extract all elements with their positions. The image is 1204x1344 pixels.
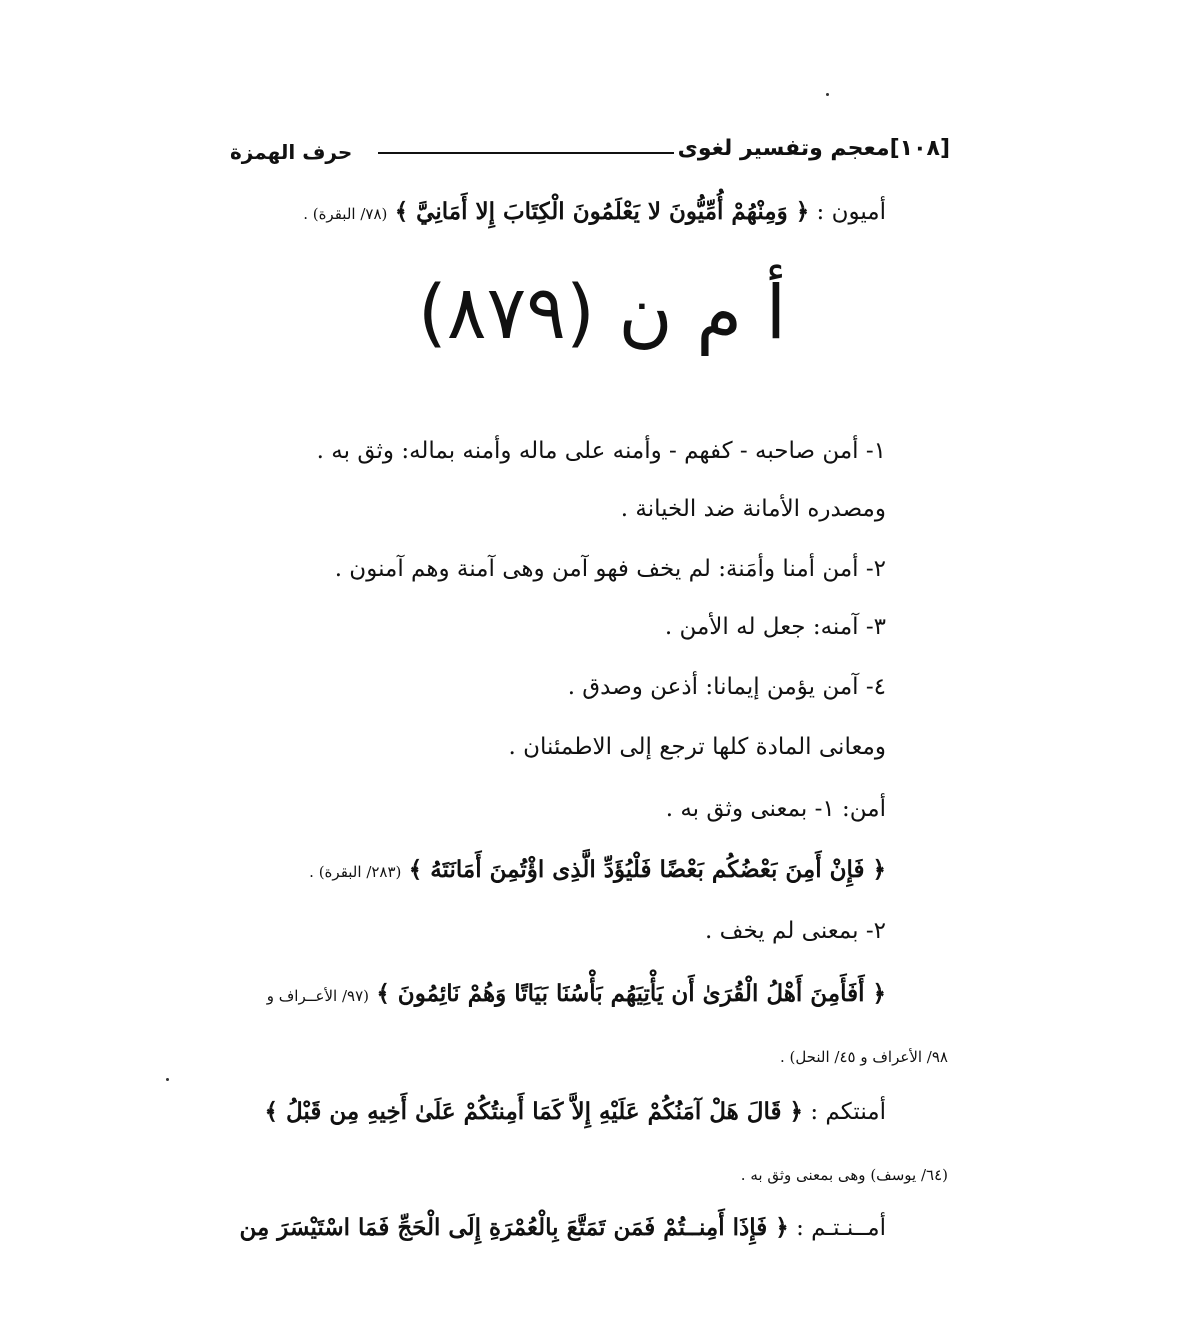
page-number: [١٠٨] [889,136,950,161]
usage-line: أمن: ١- بمعنى وثق به . [665,796,886,822]
meaning-line: ٤- آمن يؤمن إيمانا: أذعن وصدق . [567,674,886,700]
verse-line [267,980,886,1007]
quran-verse: ﴿ أَفَأَمِنَ أَهْلُ الْقُرَىٰ أَن يَأْتِيَهُم بَأْسُنَا بَيَاتًا وَهُمْ نَائِمُونَ ﴾ [376,980,886,1007]
intro-line [303,198,886,225]
headword: أميون : [816,199,886,225]
entry-title: أ م ن (٨٧٩) [417,270,787,356]
chapter-title: حرف الهمزة [230,140,353,164]
verse-reference: (٢٨٣/ البقرة) . [309,863,402,881]
meaning-line: ومعانى المادة كلها ترجع إلى الاطمئنان . [508,734,886,760]
quran-verse: ﴿ فَإِنْ أَمِنَ بَعْضُكُم بَعْضًا فَلْيُؤَدِّ الَّذِى اؤْتُمِنَ أَمَانَتَهُ ﴾ [408,856,886,883]
meaning-line: ١- أمن صاحبه - كفهم - وأمنه على ماله وأمنه بماله: وثق به . [316,438,886,464]
meaning-line: ٣- آمنه: جعل له الأمن . [664,614,886,640]
quran-verse: ﴿ فَإِذَا أَمِنــتُمْ فَمَن تَمَتَّعَ بِالْعُمْرَةِ إِلَى الْحَجِّ فَمَا اسْتَيْسَرَ مِن [239,1214,789,1241]
header-rule [378,152,674,154]
verse-reference-continuation: ٩٨/ الأعراف و ٤٥/ النحل) . [779,1048,948,1066]
amintukum-line [265,1098,887,1125]
meaning-line: ومصدره الأمانة ضد الخيانة . [620,496,886,522]
quran-verse: ﴿ قَالَ هَلْ آمَنُكُمْ عَلَيْهِ إِلاَّ كَمَا أَمِنتُكُمْ عَلَىٰ أَخِيهِ مِن قَبْلُ ﴾ [264,1098,804,1125]
verse-reference: (٧٨/ البقرة) . [303,205,388,223]
running-header [678,136,950,161]
scan-speck [166,1078,169,1081]
headword: أمنتكم : [810,1099,886,1125]
verse-reference: (٩٧/ الأعــراف و [266,987,370,1005]
book-title: معجم وتفسير لغوى [677,136,890,161]
quran-verse: ﴿ وَمِنْهُمْ أُمِّيُّونَ لا يَعْلَمُونَ الْكِتَابَ إِلا أَمَانِيَّ ﴾ [394,198,810,225]
verse-line [309,856,886,883]
usage-line: ٢- بمعنى لم يخف . [705,918,886,944]
amintum-line [239,1214,886,1241]
verse-reference: (٦٤/ يوسف) وهى بمعنى وثق به . [740,1166,948,1184]
meaning-line: ٢- أمن أمنا وأمَنة: لم يخف فهو آمن وهى آمنة وهم آمنون . [334,556,886,582]
headword: أمــنـتـم : [796,1215,886,1241]
scan-speck [826,93,829,96]
